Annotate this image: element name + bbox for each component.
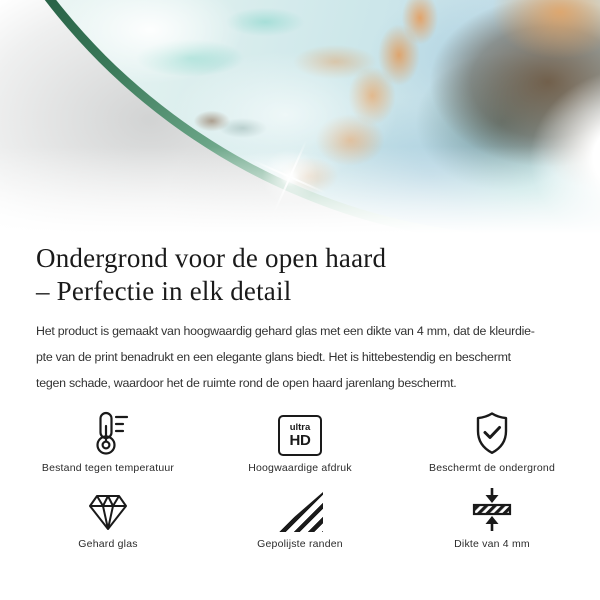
diamond-icon [86,486,130,532]
ultra-hd-icon [278,410,322,456]
feature-print-quality [204,410,396,474]
feature-label: Gepolijste randen [257,538,343,550]
product-hero-image [0,0,600,236]
feature-tempered-glass [12,486,204,550]
feature-label: Beschermt de ondergrond [428,462,555,474]
feature-polished-edges [204,486,396,550]
feature-protects-floor [396,410,588,474]
product-copy-section [0,242,600,396]
feature-label: Hoogwaardige afdruk [248,462,352,474]
feature-thickness [396,486,588,550]
page-title-line1: Ondergrond voor de open haard [36,243,387,273]
thermometer-icon [86,410,130,456]
description-line: tegen schade, waardoor het de ruimte rond de open haard jarenlang beschermt. [36,376,457,390]
shield-check-icon [470,410,514,456]
ultra-hd-badge-bottom: HD [289,432,311,449]
page-title-line2: – Perfectie in elk detail [36,276,292,306]
ultra-hd-badge [278,415,322,456]
product-description [36,318,572,396]
page-title [36,242,572,308]
ultra-hd-badge-top: ultra [289,422,311,433]
polished-edges-icon [277,486,323,532]
feature-label: Gehard glas [78,538,138,550]
description-line: Het product is gemaakt van hoogwaardig gehard glas met een dikte van 4 mm, dat de kleurdie- [36,324,535,338]
feature-label: Bestand tegen temperatuur [41,462,175,474]
feature-heat-resistant [12,410,204,474]
feature-grid [12,410,588,550]
polished-edge-stripes [277,492,323,532]
description-line: pte van de print benadrukt en een elegante glans biedt. Het is hittebestendig en beschermt [36,350,511,364]
thickness-4mm-icon [470,486,514,532]
feature-label: Dikte van 4 mm [454,538,530,550]
